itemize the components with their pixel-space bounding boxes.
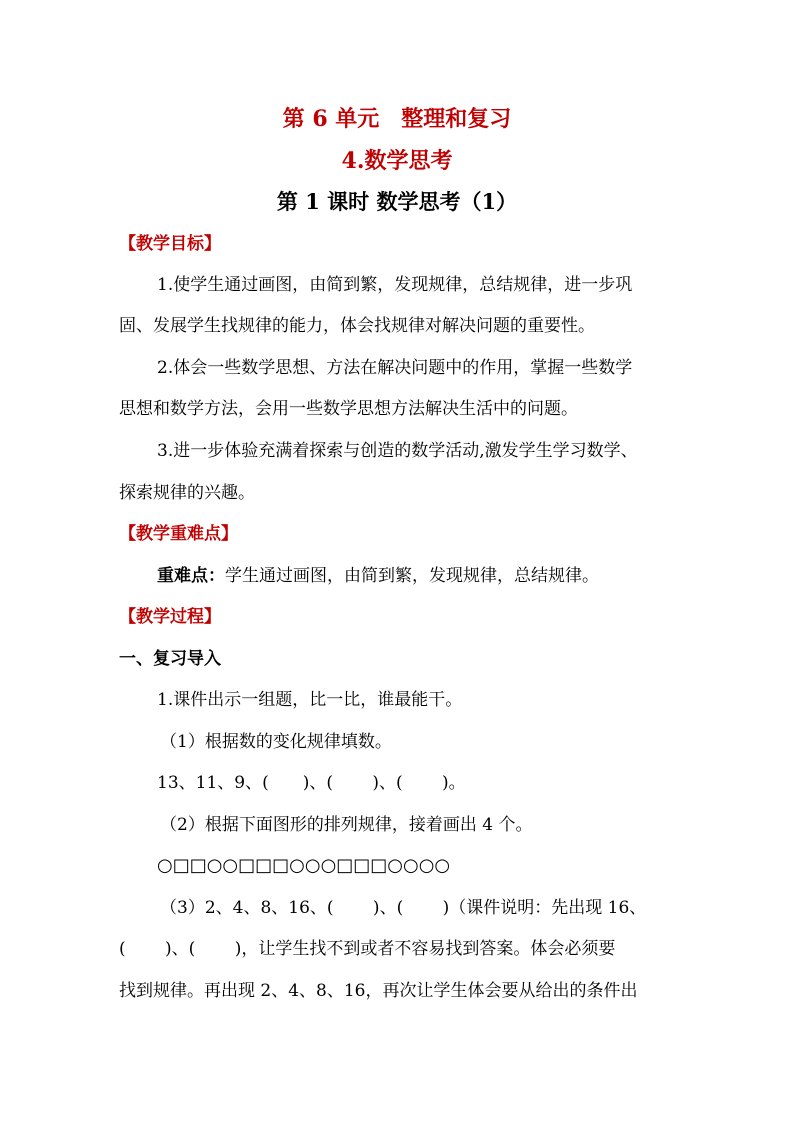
process-line-8: 找到规律。再出现 2、4、8、16，再次让学生体会要从给出的条件出: [119, 981, 638, 1001]
process-line-4: （2）根据下面图形的排列规律，接着画出 4 个。: [160, 815, 533, 835]
section-review-intro: 一、复习导入: [119, 649, 221, 669]
key-points-label: 重难点：: [157, 566, 225, 586]
lesson-title: 第 1 课时 数学思考（1）: [276, 189, 518, 214]
goal-line-6: 探索规律的兴趣。: [119, 483, 255, 503]
process-line-1: 1.课件出示一组题，比一比，谁最能干。: [157, 690, 463, 710]
process-line-7: ( )、( )，让学生找不到或者不容易找到答案。体会必须要: [119, 939, 616, 959]
shape-sequence: ○□□○○□□□○○○□□□○○○○: [157, 855, 451, 876]
goal-line-5: 3.进一步体验充满着探索与创造的数学活动,激发学生学习数学、: [157, 441, 638, 461]
key-points-text: 学生通过画图，由简到繁，发现规律，总结规律。: [225, 566, 599, 586]
goal-line-4: 思想和数学方法，会用一些数学思想方法解决生活中的问题。: [119, 399, 578, 419]
subtitle: 4.数学思考: [341, 148, 453, 174]
unit-title: 第 6 单元 整理和复习: [282, 106, 512, 132]
key-points-heading: 【教学重难点】: [119, 524, 238, 544]
key-points-line: [157, 564, 599, 588]
goal-line-2: 固、发展学生找规律的能力，体会找规律对解决问题的重要性。: [119, 316, 595, 336]
goals-heading: 【教学目标】: [119, 234, 221, 254]
process-line-2: （1）根据数的变化规律填数。: [160, 732, 392, 752]
goal-line-1: 1.使学生通过画图，由简到繁，发现规律，总结规律，进一步巩: [157, 275, 633, 295]
process-heading: 【教学过程】: [119, 607, 221, 627]
process-line-6: （3）2、4、8、16、( )、( )（课件说明：先出现 16、: [160, 898, 647, 918]
goal-line-3: 2.体会一些数学思想、方法在解决问题中的作用，掌握一些数学: [157, 358, 633, 378]
process-line-3: 13、11、9、( )、( )、( )。: [157, 773, 466, 793]
